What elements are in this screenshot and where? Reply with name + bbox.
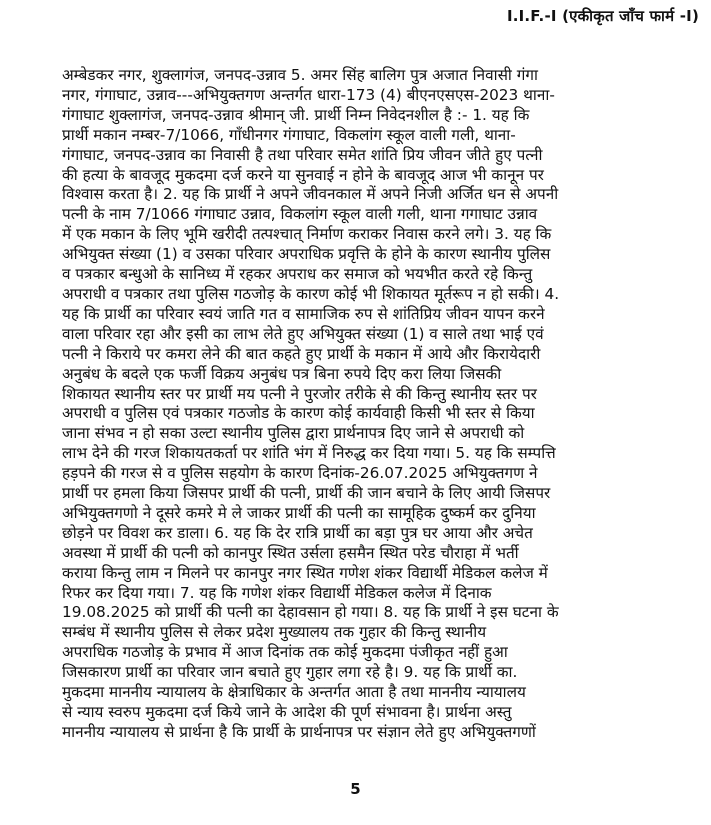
body-text-line: गंगाघाट, जनपद-उन्नाव का निवासी है तथा परिवार समेत शांति प्रिय जीवन जीते हुए पत्नी — [62, 145, 543, 164]
body-text-line: प्रार्थी मकान नम्बर-7/1066, गाँधीनगर गंगाघाट, विकलांग स्कूल वाली गली, थाना- — [62, 125, 516, 144]
body-text-line: अभियुक्तगणो ने दूसरे कमरे मे ले जाकर प्रार्थी की पत्नी का सामूहिक दुष्कर्म कर दुनिया — [62, 503, 536, 522]
body-text-line: लाभ देने की गरज शिकायतकर्ता पर शांति भंग में निरुद्ध कर दिया गया। 5. यह कि सम्पत्ति — [62, 444, 556, 463]
body-text-line: रिफर कर दिया गया। 7. यह कि गणेश शंकर विद्यार्थी मेडिकल कलेज में दिनाक — [62, 583, 492, 602]
body-text-line: हड़पने की गरज से व पुलिस सहयोग के कारण दिनांक-26.07.2025 अभियुक्तगण ने — [62, 464, 538, 483]
body-text-line: नगर, गंगाघाट, उन्नाव---अभियुक्तगण अन्तर्गत धारा-173 (4) बीएनएसएस-2023 थाना- — [62, 85, 555, 104]
body-text-line: गंगाघाट शुक्लागंज, जनपद-उन्नाव श्रीमान् जी. प्रार्थी निम्न निवेदनशील है :- 1. यह कि — [62, 105, 530, 124]
body-text-line: कराया किन्तु लाम न मिलने पर कानपुर नगर स्थित गणेश शंकर विद्यार्थी मेडिकल कलेज में — [62, 563, 548, 582]
form-header-title: I.I.F.-I (एकीकृत जाँच फार्म -I) — [506, 7, 699, 25]
body-text-line: माननीय न्यायालय से प्रार्थना है कि प्रार्थी के प्रार्थनापत्र पर संज्ञान लेते हुए अभियुक्तगणों — [62, 722, 536, 741]
body-text-line: व पत्रकार बन्धुओ के सानिध्य में रहकर अपराध कर समाज को भयभीत करते रहे किन्तु — [62, 265, 533, 284]
body-text-line: अपराधी व पुलिस एवं पत्रकार गठजोड के कारण कोई कार्यवाही किसी भी स्तर से किया — [62, 404, 535, 423]
body-text-line: अवस्था में प्रार्थी की पत्नी को कानपुर स्थित उर्सला हसमैन स्थित परेड चौराहा में भर्ती — [62, 543, 519, 562]
body-text-line: पत्नी ने किराये पर कमरा लेने की बात कहते हुए प्रार्थी के मकान में आये और किरायेदारी — [62, 344, 541, 363]
body-text-line: विश्वास करता है। 2. यह कि प्रार्थी ने अपने जीवनकाल में अपने निजी अर्जित धन से अपनी — [62, 185, 559, 204]
body-text-line: जिसकारण प्रार्थी का परिवार जान बचाते हुए गुहार लगा रहे है। 9. यह कि प्रार्थी का. — [62, 663, 518, 682]
body-text-line: वाला परिवार रहा और इसी का लाभ लेते हुए अभियुक्त संख्या (1) व साले तथा भाई एवं — [62, 324, 544, 343]
body-text-line: अनुबंध के बदले एक फर्जी विक्रय अनुबंध पत्र बिना रुपये दिए करा लिया जिसकी — [62, 364, 502, 383]
body-text-line: सम्बंध में स्थानीय पुलिस से लेकर प्रदेश मुख्यालय तक गुहार की किन्तु स्थानीय — [62, 623, 487, 642]
body-text-line: से न्याय स्वरुप मुकदमा दर्ज किये जाने के आदेश की पूर्ण संभावना है। प्रार्थना अस्तु — [62, 703, 512, 721]
body-text-line: जाना संभव न हो सका उल्टा स्थानीय पुलिस द्वारा प्रार्थनापत्र दिए जाने से अपराधी को — [62, 424, 525, 443]
body-text-line: की हत्या के बावजूद मुकदमा दर्ज करने या सुनवाई न होने के बावजूद आज भी कानून पर — [62, 165, 544, 184]
body-text-line: 19.08.2025 को प्रार्थी की पत्नी का देहावसान हो गया। 8. यह कि प्रार्थी ने इस घटना के — [62, 603, 559, 622]
body-text-line: मुकदमा माननीय न्यायालय के क्षेत्राधिकार के अन्तर्गत आता है तथा माननीय न्यायालय — [62, 683, 526, 702]
body-text-line: छोड़ने पर विवश कर डाला। 6. यह कि देर रात्रि प्रार्थी का बड़ा पुत्र घर आया और अचेत — [62, 523, 533, 542]
body-text-line: शिकायत स्थानीय स्तर पर प्रार्थी मय पत्नी ने पुरजोर तरीके से की किन्तु स्थानीय स्तर पर — [62, 384, 537, 403]
body-text-line: अम्बेडकर नगर, शुक्लागंज, जनपद-उन्नाव 5. अमर सिंह बालिग पुत्र अजात निवासी गंगा — [62, 66, 538, 84]
page-number: 5 — [350, 780, 361, 798]
body-text-line: अभियुक्त संख्या (1) व उसका परिवार अपराधिक प्रवृत्ति के होने के कारण स्थानीय पुलिस — [62, 245, 551, 264]
body-text-line: अपराधिक गठजोड़ के प्रभाव में आज दिनांक तक कोई मुकदमा पंजीकृत नहीं हुआ — [62, 643, 508, 662]
body-text-line: प्रार्थी पर हमला किया जिसपर प्रार्थी की पत्नी, प्रार्थी की जान बचाने के लिए आयी जिसपर — [62, 484, 551, 503]
document-body-text — [62, 66, 622, 743]
body-text-line: पत्नी के नाम 7/1066 गंगाघाट उन्नाव, विकलांग स्कूल वाली गली, थाना गगाघाट उन्नाव — [62, 205, 538, 224]
body-text-line: में एक मकान के लिए भूमि खरीदी तत्पश्चात् निर्माण कराकर निवास करने लगे। 3. यह कि — [62, 225, 552, 244]
body-text-line: यह कि प्रार्थी का परिवार स्वयं जाति गत व सामाजिक रुप से शांतिप्रिय जीवन यापन करने — [62, 304, 545, 323]
body-text-line: अपराधी व पत्रकार तथा पुलिस गठजोड़ के कारण कोई भी शिकायत मूर्तरूप न हो सकी। 4. — [62, 284, 560, 303]
